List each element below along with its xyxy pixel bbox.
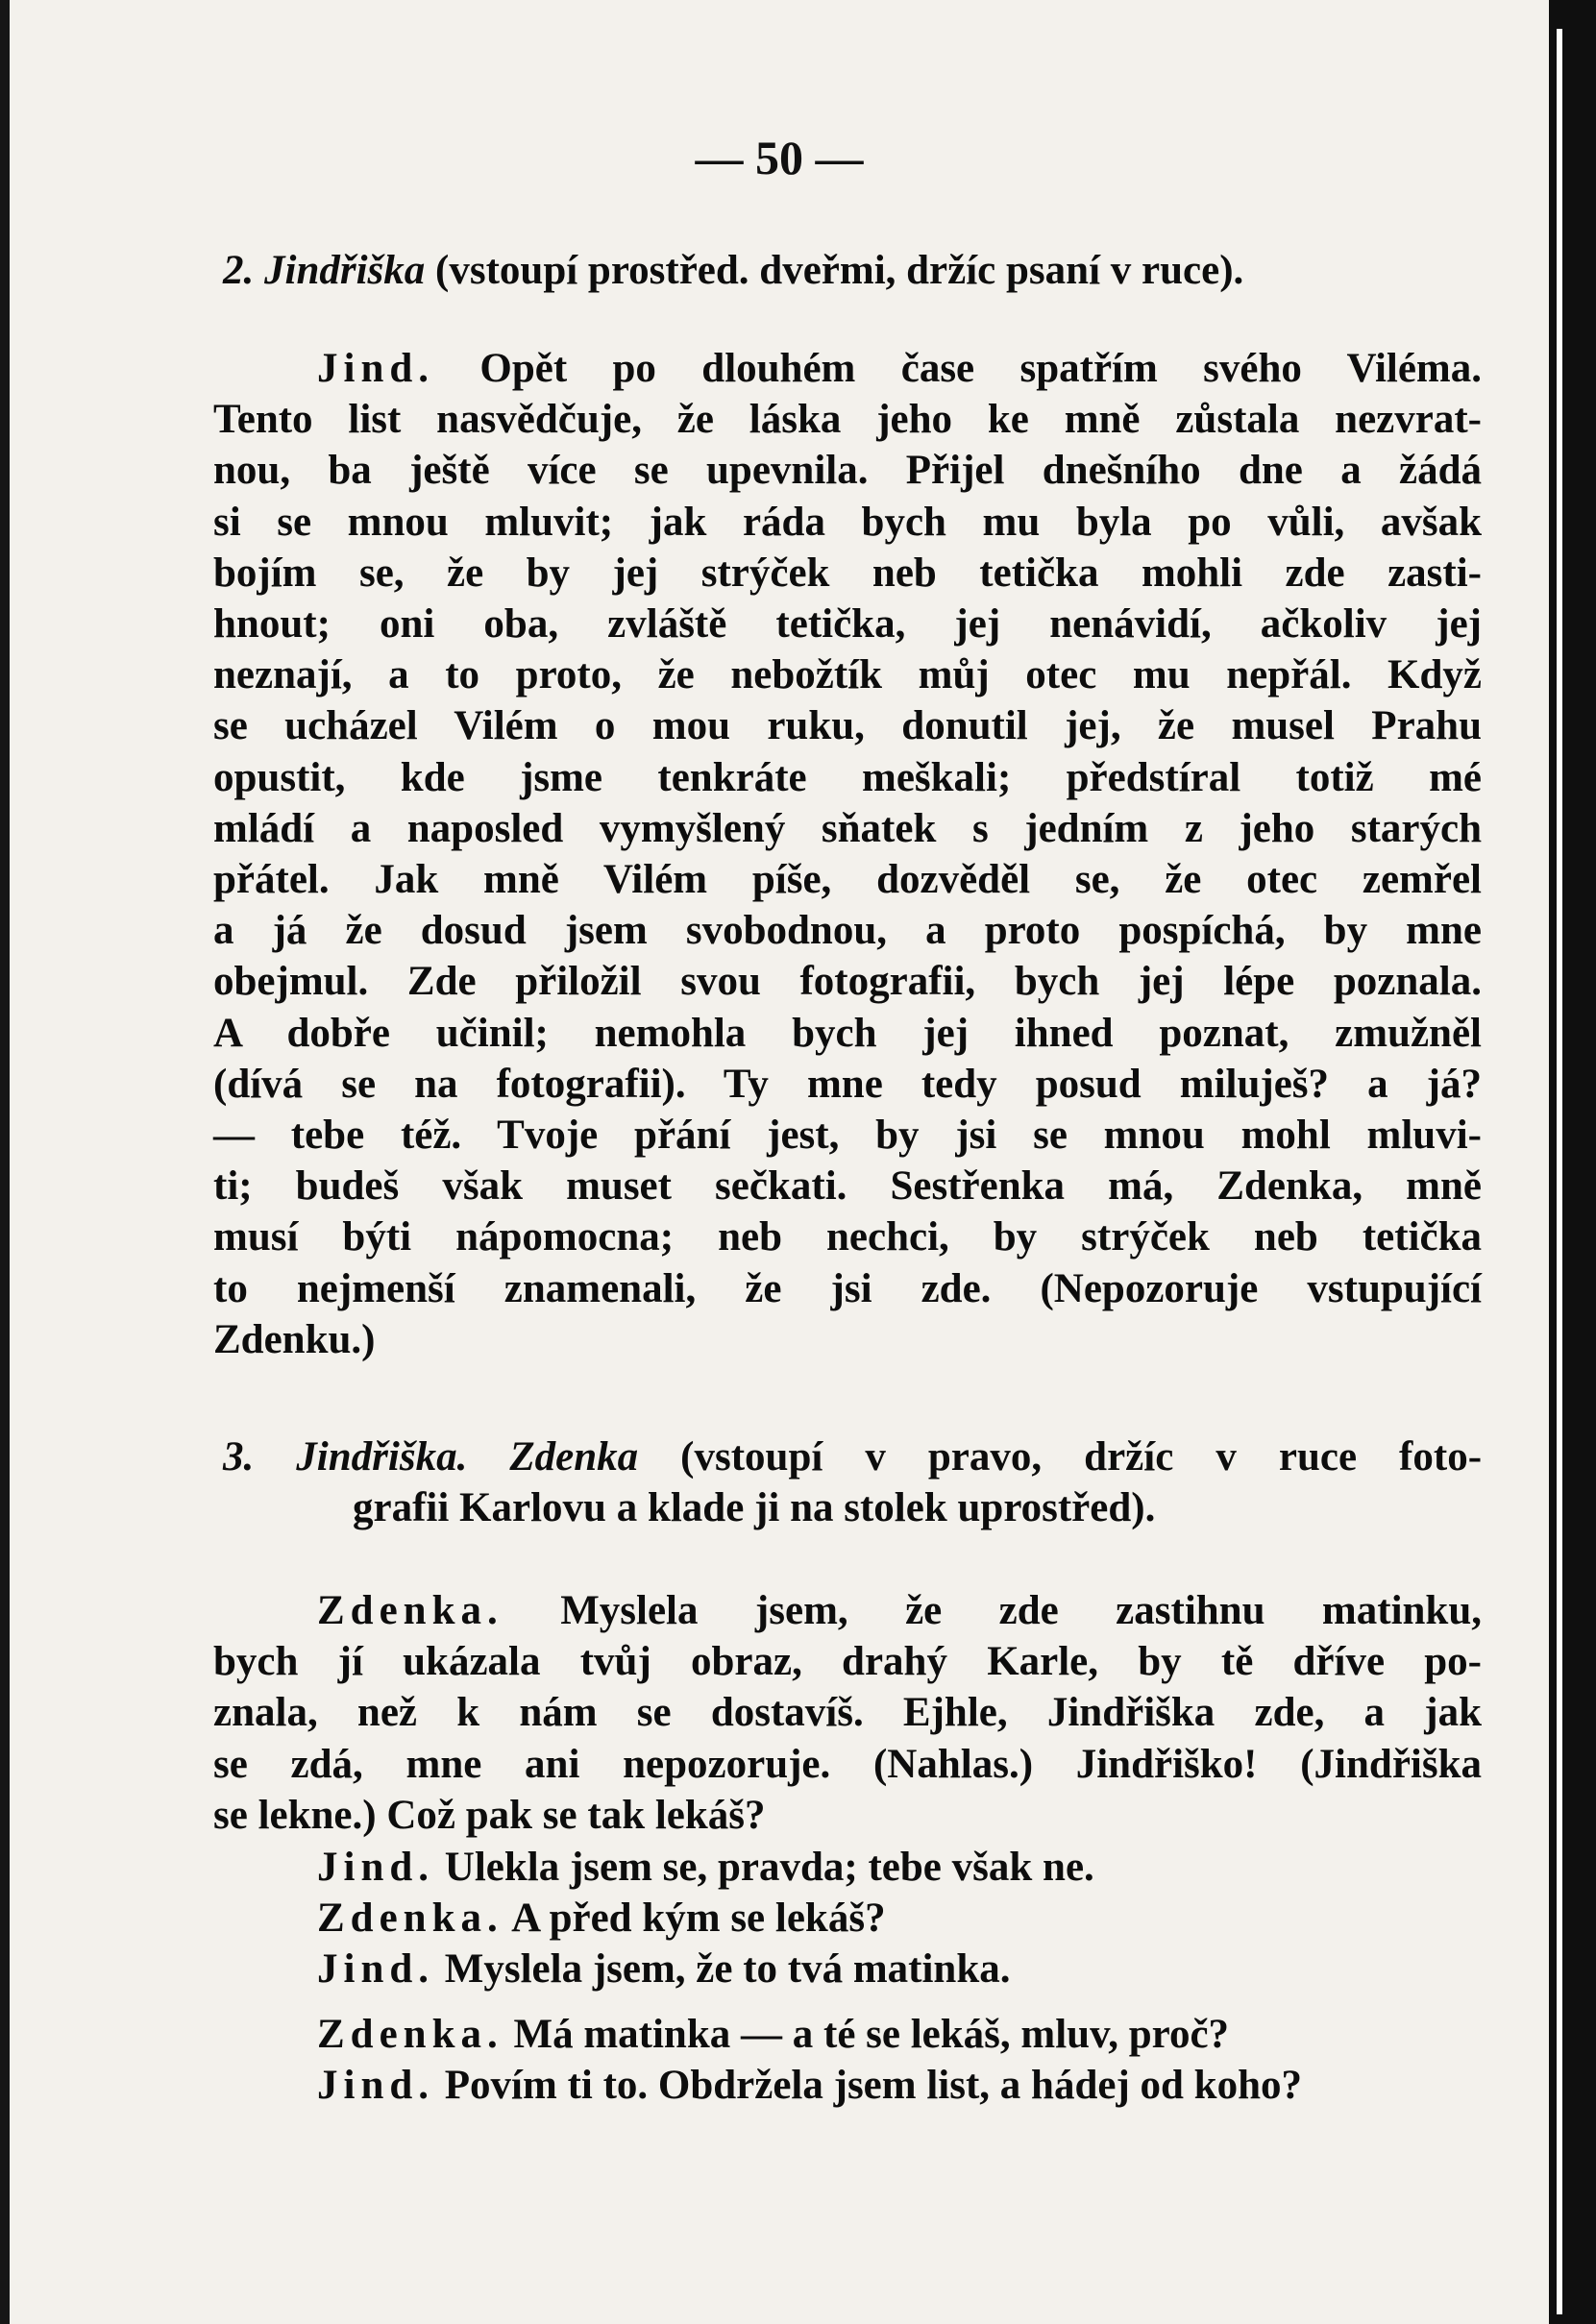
monologue xyxy=(213,343,1482,1365)
scene-3-heading xyxy=(213,1431,1482,1533)
monologue-line: si se mnou mluvit; jak ráda bych mu byla po vůli, avšak xyxy=(213,499,1482,545)
dialogue-line: Jind. Myslela jsem, že to tvá matinka. xyxy=(317,1946,1011,1993)
speaker-name: Jind. xyxy=(317,346,435,391)
monologue-line: to nejmenší znamenali, že jsi zde. (Nepozoruje vstupující xyxy=(213,1265,1482,1311)
dialogue-line: Zdenka. A před kým se lekáš? xyxy=(317,1896,886,1942)
speaker-name: Zdenka. xyxy=(317,1588,503,1633)
monologue-line: obejmul. Zde přiložil svou fotografii, bych jej lépe poznala. xyxy=(213,959,1482,1005)
speaker-name: Jind. xyxy=(317,2062,435,2108)
dialogue-line: Zdenka. Má matinka — a té se lekáš, mluv, proč? xyxy=(317,2011,1230,2057)
speech-line: se zdá, mne ani nepozoruje. (Nahlas.) Jindřiško! (Jindřiška xyxy=(213,1741,1482,1787)
monologue-line: A dobře učinil; nemohla bych jej ihned poznat, zmužněl xyxy=(213,1010,1482,1056)
monologue-line: se ucházel Vilém o mou ruku, donutil jej, že musel Prahu xyxy=(213,703,1482,749)
scene-number: 3. xyxy=(223,1434,255,1480)
monologue-line: hnout; oni oba, zvláště tetička, jej nenávidí, ačkoliv jej xyxy=(213,601,1482,648)
monologue-line: Tento list nasvědčuje, že láska jeho ke mně zůstala nezvrat- xyxy=(213,397,1482,443)
scan-border xyxy=(1549,0,1596,2324)
stage-direction: (vstoupí v pravo, držíc v ruce foto- xyxy=(680,1434,1483,1480)
scene-2-heading xyxy=(213,245,1482,296)
speaker-name: Jind. xyxy=(317,1845,435,1890)
scene-3-line xyxy=(213,1431,1482,1482)
book-page xyxy=(10,0,1549,2324)
monologue-line: Jind. Opět po dlouhém čase spatřím svého Viléma. xyxy=(317,346,1482,391)
speaker-name: Jind. xyxy=(317,1946,435,1993)
stage-direction-continued: grafii Karlovu a klade ji na stolek uprostřed). xyxy=(353,1485,1156,1531)
monologue-line: a já že dosud jsem svobodnou, a proto pospíchá, by mne xyxy=(213,908,1482,954)
speaker-name: Zdenka. xyxy=(317,1896,503,1942)
monologue-line: — tebe též. Tvoje přání jest, by jsi se mnou mohl mluvi- xyxy=(213,1113,1482,1159)
monologue-line: bojím se, že by jej strýček neb tetička mohli zde zasti- xyxy=(213,550,1482,596)
speech-line: Zdenka. Myslela jsem, že zde zastihnu matinku, xyxy=(317,1588,1483,1633)
speech-line: bych jí ukázala tvůj obraz, drahý Karle, by tě dříve po- xyxy=(213,1639,1482,1685)
scene-number: 2. xyxy=(223,248,255,293)
speaker-name: Zdenka. xyxy=(317,2011,503,2057)
monologue-line: Zdenku.) xyxy=(213,1316,376,1362)
monologue-line: opustit, kde jsme tenkráte meškali; předstíral totiž mé xyxy=(213,754,1482,800)
dialogue-line: Jind. Ulekla jsem se, pravda; tebe však ne. xyxy=(317,1845,1094,1890)
monologue-line: musí býti nápomocna; neb nechci, by strýček neb tetička xyxy=(213,1214,1482,1260)
dialogue-line: Jind. Povím ti to. Obdržela jsem list, a hádej od koho? xyxy=(317,2062,1303,2108)
monologue-line: neznají, a to proto, že nebožtík můj otec mu nepřál. Když xyxy=(213,652,1482,698)
monologue-line: nou, ba ještě více se upevnila. Přijel dnešního dne a žádá xyxy=(213,448,1482,494)
speech-line: znala, než k nám se dostavíš. Ejhle, Jindřiška zde, a jak xyxy=(213,1690,1482,1736)
zdenka-speech xyxy=(213,1585,1482,1841)
page-number: — 50 — xyxy=(695,131,864,184)
monologue-line: mládí a naposled vymyšlený sňatek s jedním z jeho starých xyxy=(213,805,1482,851)
monologue-line: ti; budeš však muset sečkati. Sestřenka má, Zdenka, mně xyxy=(213,1163,1482,1210)
monologue-line: přátel. Jak mně Vilém píše, dozvěděl se, že otec zemřel xyxy=(213,857,1482,903)
monologue-line: (dívá se na fotografii). Ty mne tedy posud miluješ? a já? xyxy=(213,1061,1482,1107)
scene-character: Jindřiška xyxy=(264,248,426,293)
scene-characters: Jindřiška. Zdenka xyxy=(296,1434,639,1480)
stage-direction: (vstoupí prostřed. dveřmi, držíc psaní v ruce). xyxy=(435,248,1244,293)
dialogue xyxy=(213,1842,1482,2111)
speech-line: se lekne.) Což pak se tak lekáš? xyxy=(213,1792,766,1838)
